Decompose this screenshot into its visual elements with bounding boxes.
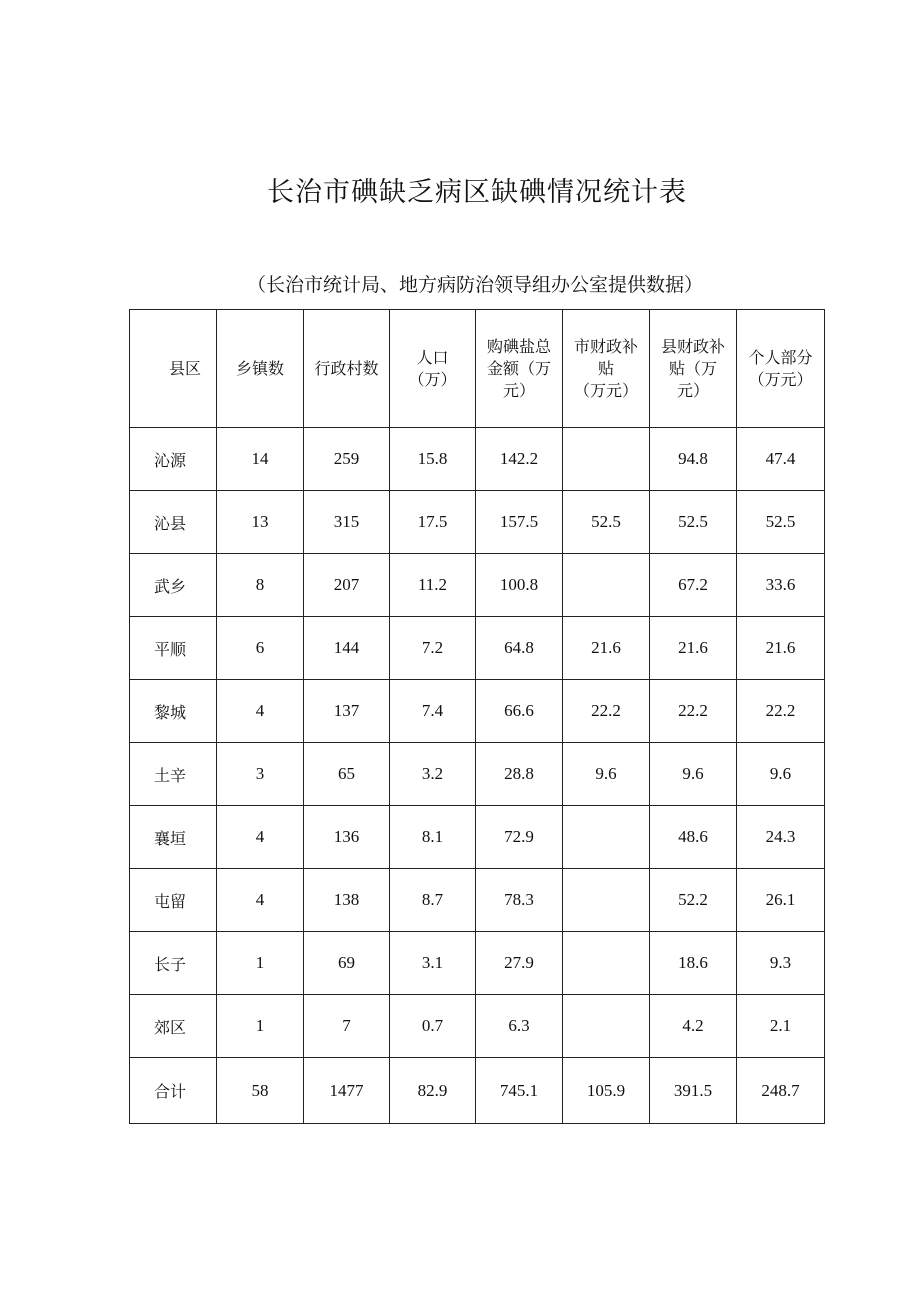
cell-villages: 69 [304,932,390,995]
cell-population: 8.1 [390,806,476,869]
cell-population: 17.5 [390,491,476,554]
cell-personal: 9.3 [737,932,825,995]
cell-county-subsidy: 9.6 [650,743,737,806]
cell-personal: 52.5 [737,491,825,554]
cell-towns: 13 [217,491,304,554]
header-county: 县区 [130,310,217,428]
page-subtitle: （长治市统计局、地方病防治领导组办公室提供数据） [246,274,703,296]
cell-salt-total: 100.8 [476,554,563,617]
cell-villages: 315 [304,491,390,554]
table-header-row [130,310,825,428]
cell-personal: 33.6 [737,554,825,617]
cell-population: 0.7 [390,995,476,1058]
cell-villages: 137 [304,680,390,743]
cell-salt-total: 28.8 [476,743,563,806]
cell-county: 屯留 [130,869,217,932]
total-towns: 58 [217,1058,304,1124]
cell-city-subsidy [563,995,650,1058]
cell-city-subsidy: 9.6 [563,743,650,806]
cell-population: 8.7 [390,869,476,932]
cell-county: 黎城 [130,680,217,743]
cell-salt-total: 157.5 [476,491,563,554]
cell-city-subsidy [563,428,650,491]
cell-towns: 1 [217,932,304,995]
total-salt: 745.1 [476,1058,563,1124]
table-row [130,428,825,491]
cell-personal: 9.6 [737,743,825,806]
cell-city-subsidy [563,932,650,995]
cell-salt-total: 72.9 [476,806,563,869]
total-villages: 1477 [304,1058,390,1124]
table-row [130,806,825,869]
cell-salt-total: 78.3 [476,869,563,932]
total-population: 82.9 [390,1058,476,1124]
cell-salt-total: 66.6 [476,680,563,743]
cell-population: 7.4 [390,680,476,743]
cell-county: 郊区 [130,995,217,1058]
cell-county: 沁县 [130,491,217,554]
table-row [130,869,825,932]
cell-city-subsidy: 22.2 [563,680,650,743]
total-county-subsidy: 391.5 [650,1058,737,1124]
cell-county: 武乡 [130,554,217,617]
cell-personal: 24.3 [737,806,825,869]
table-total-row [130,1058,825,1124]
total-city-subsidy: 105.9 [563,1058,650,1124]
cell-population: 15.8 [390,428,476,491]
cell-salt-total: 64.8 [476,617,563,680]
cell-city-subsidy [563,869,650,932]
cell-city-subsidy: 21.6 [563,617,650,680]
cell-city-subsidy: 52.5 [563,491,650,554]
cell-villages: 144 [304,617,390,680]
cell-county: 长子 [130,932,217,995]
cell-county: 土辛 [130,743,217,806]
header-county-subsidy: 县财政补 贴（万 元） [650,310,737,428]
cell-salt-total: 27.9 [476,932,563,995]
cell-county: 襄垣 [130,806,217,869]
cell-county-subsidy: 52.5 [650,491,737,554]
cell-county-subsidy: 94.8 [650,428,737,491]
cell-personal: 47.4 [737,428,825,491]
cell-county-subsidy: 18.6 [650,932,737,995]
cell-salt-total: 142.2 [476,428,563,491]
cell-county-subsidy: 21.6 [650,617,737,680]
cell-villages: 138 [304,869,390,932]
header-city-subsidy: 市财政补 贴 （万元） [563,310,650,428]
header-salt-total: 购碘盐总 金额（万 元） [476,310,563,428]
cell-population: 3.1 [390,932,476,995]
header-villages: 行政村数 [304,310,390,428]
cell-county: 沁源 [130,428,217,491]
cell-county-subsidy: 52.2 [650,869,737,932]
cell-towns: 4 [217,869,304,932]
cell-villages: 259 [304,428,390,491]
total-label: 合计 [130,1058,217,1124]
cell-county-subsidy: 4.2 [650,995,737,1058]
cell-county-subsidy: 67.2 [650,554,737,617]
total-personal: 248.7 [737,1058,825,1124]
table-row [130,995,825,1058]
cell-towns: 4 [217,680,304,743]
table-row [130,680,825,743]
cell-personal: 2.1 [737,995,825,1058]
cell-city-subsidy [563,806,650,869]
header-personal: 个人部分 （万元） [737,310,825,428]
cell-personal: 26.1 [737,869,825,932]
cell-towns: 1 [217,995,304,1058]
cell-towns: 3 [217,743,304,806]
cell-villages: 136 [304,806,390,869]
cell-villages: 207 [304,554,390,617]
cell-villages: 7 [304,995,390,1058]
table-row [130,491,825,554]
cell-towns: 8 [217,554,304,617]
cell-county-subsidy: 48.6 [650,806,737,869]
cell-personal: 21.6 [737,617,825,680]
cell-villages: 65 [304,743,390,806]
table-row [130,617,825,680]
cell-personal: 22.2 [737,680,825,743]
cell-population: 7.2 [390,617,476,680]
header-population: 人口 （万） [390,310,476,428]
table-row [130,743,825,806]
cell-salt-total: 6.3 [476,995,563,1058]
cell-population: 11.2 [390,554,476,617]
cell-population: 3.2 [390,743,476,806]
iodine-statistics-table [129,309,825,1124]
cell-towns: 14 [217,428,304,491]
header-towns: 乡镇数 [217,310,304,428]
page-title: 长治市碘缺乏病区缺碘情况统计表 [267,177,687,208]
cell-county: 平顺 [130,617,217,680]
cell-towns: 6 [217,617,304,680]
table-row [130,932,825,995]
cell-city-subsidy [563,554,650,617]
cell-towns: 4 [217,806,304,869]
cell-county-subsidy: 22.2 [650,680,737,743]
table-row [130,554,825,617]
